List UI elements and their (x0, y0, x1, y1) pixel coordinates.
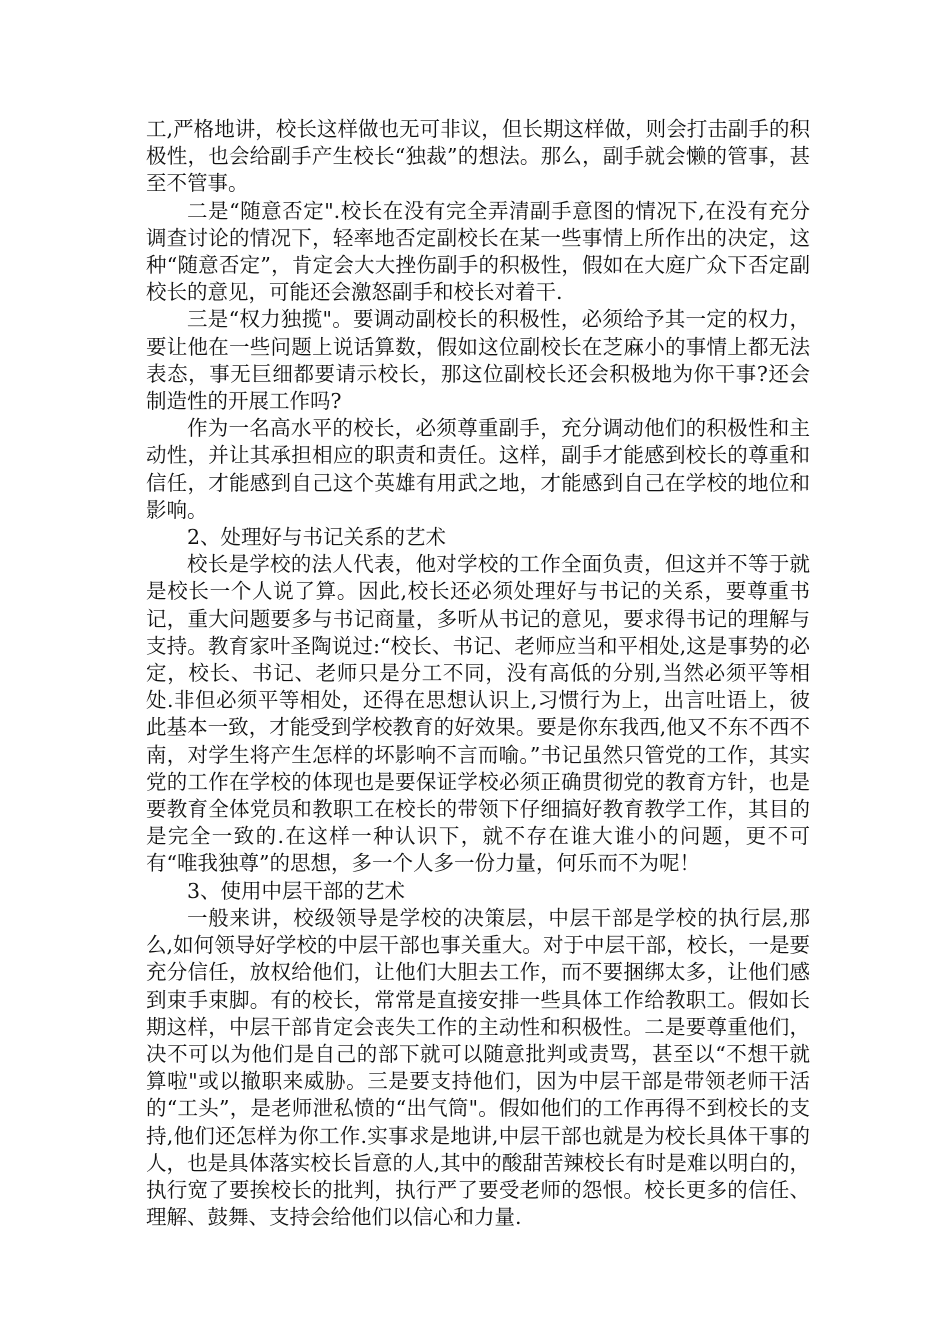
paragraph-1: 工,严格地讲，校长这样做也无可非议，但长期这样做，则会打击副手的积极性，也会给副手产生校长“独裁”的想法。那么，副手就会懒的管事，甚至不管事。 (146, 117, 810, 196)
document-page (146, 116, 810, 1231)
paragraph-6: 一般来讲，校级领导是学校的决策层，中层干部是学校的执行层,那么,如何领导好学校的中层干部也事关重大。对于中层干部，校长，一是要充分信任，放权给他们，让他们大胆去工作，而不要捆绑太多，让他们感到束手束脚。有的校长，常常是直接安排一些具体工作给教职工。假如长期这样，中层干部肯定会丧失工作的主动性和积极性。二是要尊重他们，决不可以为他们是自己的部下就可以随意批判或责骂，甚至以“不想干就算啦"或以撤职来威胁。三是要支持他们，因为中层干部是带领老师干活的“工头”，是老师泄私愤的“出气筒"。假如他们的工作再得不到校长的支持,他们还怎样为你工作.实事求是地讲,中层干部也就是为校长具体干事的人，也是具体落实校长旨意的人,其中的酸甜苦辣校长有时是难以明白的，执行宽了要挨校长的批判，执行严了要受老师的怨恨。校长更多的信任、理解、鼓舞、支持会给他们以信心和力量. (146, 905, 810, 1230)
paragraph-2: 二是“随意否定".校长在没有完全弄清副手意图的情况下,在没有充分调查讨论的情况下，轻率地否定副校长在某一些事情上所作出的决定，这种“随意否定”，肯定会大大挫伤副手的积极性，假如在大庭广众下否定副校长的意见，可能还会激怒副手和校长对着干. (146, 198, 810, 305)
section-heading-2: 2、处理好与书记关系的艺术 (187, 525, 447, 550)
paragraph-3: 三是“权力独揽"。要调动副校长的积极性，必须给予其一定的权力，要让他在一些问题上说话算数，假如这位副校长在芝麻小的事情上都无法表态，事无巨细都要请示校长，那这位副校长还会积极地为你干事?还会制造性的开展工作吗? (146, 307, 810, 414)
section-heading-3: 3、使用中层干部的艺术 (187, 878, 406, 903)
paragraph-4: 作为一名高水平的校长，必须尊重副手，充分调动他们的积极性和主动性，并让其承担相应的职责和责任。这样，副手才能感到校长的尊重和信任，才能感到自己这个英雄有用武之地，才能感到自己在学校的地位和影响。 (146, 416, 810, 522)
paragraph-5: 校长是学校的法人代表，他对学校的工作全面负责，但这并不等于就是校长一个人说了算。因此,校长还必须处理好与书记的关系，要尊重书记，重大问题要多与书记商量，多听从书记的意见，要求得书记的理解与支持。教育家叶圣陶说过:“校长、书记、老师应当和平相处,这是事势的必定，校长、书记、老师只是分工不同，没有高低的分别,当然必须平等相处.非但必须平等相处，还得在思想认识上,习惯行为上，出言吐语上，彼此基本一致，才能受到学校教育的好效果。要是你东我西,他又不东不西不南，对学生将产生怎样的坏影响不言而喻。”书记虽然只管党的工作，其实党的工作在学校的体现也是要保证学校必须正确贯彻党的教育方针，也是要教育全体党员和教职工在校长的带领下仔细搞好教育教学工作，其目的是完全一致的.在这样一种认识下，就不存在谁大谁小的问题，更不可有“唯我独尊”的思想，多一个人多一份力量，何乐而不为呢！ (146, 552, 810, 876)
